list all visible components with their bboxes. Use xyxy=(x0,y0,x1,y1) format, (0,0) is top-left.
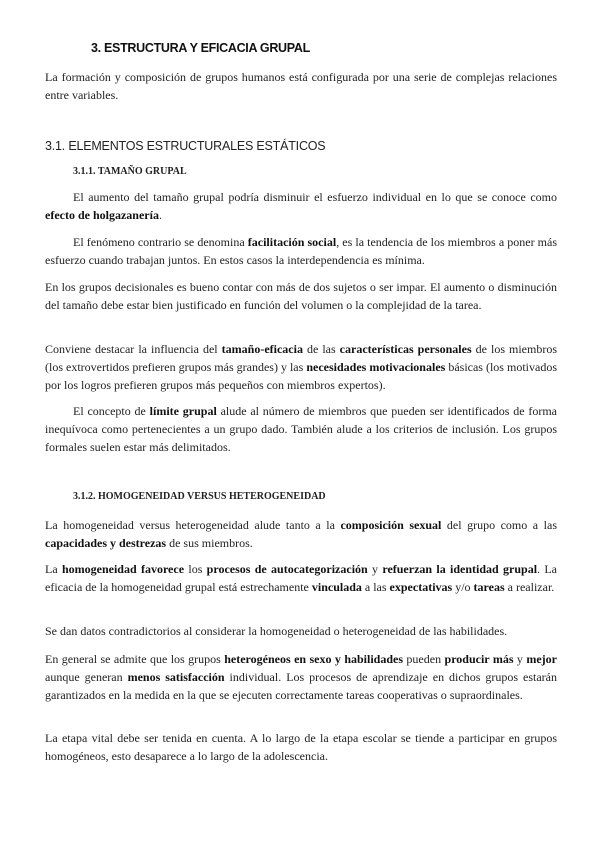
section-heading: 3. ESTRUCTURA Y EFICACIA GRUPAL xyxy=(91,41,310,55)
intro-paragraph: La formación y composición de grupos humanos está configurada por una serie de complejas relaciones entre variables. xyxy=(45,70,557,102)
tamano-paragraph-3: En los grupos decisionales es bueno contar con más de dos sujetos o ser impar. El aumento o disminución del tamaño debe estar bien justificado en función del volumen o la complejidad de la tarea. xyxy=(45,280,557,312)
homogeneidad-paragraph-3: Se dan datos contradictorios al considerar la homogeneidad o heterogeneidad de las habilidades. xyxy=(45,624,508,638)
tamano-paragraph-2: El fenómeno contrario se denomina facilitación social, es la tendencia de los miembros a poner más esfuerzo cuando trabajan juntos. En estos casos la interdependencia es mínima. xyxy=(45,235,557,267)
homogeneidad-paragraph-1: La homogeneidad versus heterogeneidad alude tanto a la composición sexual del grupo como a las capacidades y destrezas de sus miembros. xyxy=(45,518,557,550)
tamano-heading: 3.1.1. TAMAÑO GRUPAL xyxy=(73,166,187,177)
tamano-paragraph-5: El concepto de límite grupal alude al número de miembros que pueden ser identificados de forma inequívoca como pertenecientes a un grupo dado. También alude a los criterios de inclusión. Los grupos formales suelen estar más delimitados. xyxy=(45,404,558,454)
homogeneidad-paragraph-4: En general se admite que los grupos heterogéneos en sexo y habilidades pueden producir más y mejor aunque generan menos satisfacción individual. Los procesos de aprendizaje en dichos grupos estarán garantizados en la medida en la que se ejecuten correctamente tareas cooperativas o supraordinales. xyxy=(45,652,557,702)
homogeneidad-paragraph-5: La etapa vital debe ser tenida en cuenta. A lo largo de la etapa escolar se tiende a participar en grupos homogéneos, esto desaparece a lo largo de la adolescencia. xyxy=(45,731,557,763)
tamano-paragraph-1: El aumento del tamaño grupal podría disminuir el esfuerzo individual en lo que se conoce como efecto de holgazanería. xyxy=(45,190,557,222)
homogeneidad-heading: 3.1.2. HOMOGENEIDAD VERSUS HETEROGENEIDAD xyxy=(73,491,326,502)
subsection-heading: 3.1. ELEMENTOS ESTRUCTURALES ESTÁTICOS xyxy=(45,139,326,153)
homogeneidad-paragraph-2: La homogeneidad favorece los procesos de autocategorización y refuerzan la identidad grupal. La eficacia de la homogeneidad grupal está estrechamente vinculada a las expectativas y/o tareas a realizar. xyxy=(45,562,558,594)
tamano-paragraph-4: Conviene destacar la influencia del tamaño-eficacia de las características personales de los miembros (los extrovertidos prefieren grupos más grandes) y las necesidades motivacionales básicas (los motivados por los logros prefieren grupos más pequeños con miembros expertos). xyxy=(45,342,557,392)
